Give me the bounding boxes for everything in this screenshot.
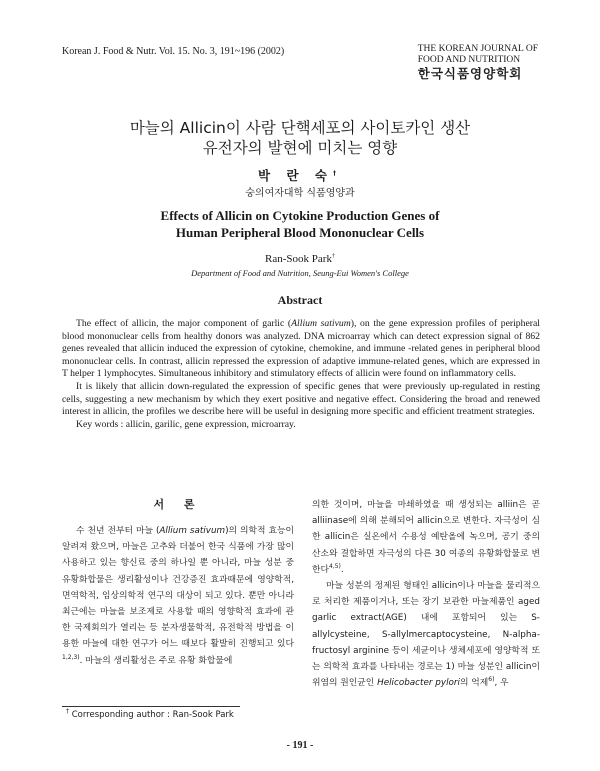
abstract-body [62, 318, 540, 431]
citation: Korean J. Food & Nutr. Vol. 15. No. 3, 191~196 (2002) [62, 46, 285, 57]
author-dagger: † [332, 169, 342, 177]
page-number: - 191 - [286, 740, 314, 751]
intro-text: . 마늘의 생리활성은 주로 유황 화합물에 [79, 655, 233, 666]
english-title-line1: Effects of Allicin on Cytokine Production Genes of [160, 208, 440, 223]
section-heading: 서 론 [153, 498, 203, 511]
journal-masthead [418, 44, 538, 79]
right-column [312, 497, 540, 691]
korean-title-line1: 마늘의 Allicin이 사람 단핵세포의 사이토카인 생산 [129, 119, 471, 137]
intro-text: 마늘 성분의 정제된 형태인 allicin이나 마늘을 물리적으로 처리한 제품이거나, 또는 장기 보관한 마늘제품인 aged garlic extract(AGE) 내에 포함되어 있는 S-allylcysteine, S-allylmercaptocysteine, N-alpha-fructosyl arginine 등이 세균이나 생체세포에 영양학적 또는 의학적 효과를 나타내는 경로는 1) 마늘 성분인 allicin이 위염의 원인균인 [312, 581, 540, 689]
korean-author-name: 박 란 숙 [258, 168, 333, 183]
abstract-text: ), on the gene expression profiles of peripheral blood mononuclear cells from healthy donors was analyzed. DNA microarray which can detect expression signal of 862 genes revealed that allicin induced the expression of cytokine, chemokine, and immune -related genes in peripheral blood mononuclear cells. In contrast, allicin repressed the expression of adaptive immune-related genes, which are expressed in T helper 1 lymphocytes. Simultaneous inhibitory and stimulatory effects of allicin were found on inflammatory cells. [62, 318, 540, 380]
intro-text: )의 의학적 효능이 알려져 왔으며, 마늘은 고추와 더불어 한국 식품에 가장 많이 사용하고 있는 향신료 중의 하나일 뿐 아니라, 마늘 성분 중 유황화합물은 생리활성이나 건강증진 효과때문에 영양학적, 면역학적, 임상의학적 연구의 대상이 되고 있다. 뿐만 아니라 최근에는 마늘을 보조제로 사용할 때의 영향학적 효과에 관한 국제회의가 열리는 등 분자생물학적, 유전학적 방법을 이용한 마늘에 대한 연구가 어느 때보다 활발히 진행되고 있다 [62, 526, 294, 650]
english-author-name: Ran-Sook Park [265, 253, 332, 265]
author-dagger-en: † [331, 253, 335, 260]
journal-name-line2: FOOD AND NUTRITION [417, 55, 521, 65]
abstract-paragraph-2: It is likely that allicin down-regulated the expression of specific genes that were previously up-regulated in resting cells, suggesting a new mechanism by which they exert positive and negative effect. Considering the broad and renewed interest in allicin, the profiles we describe here will be useful in designing more specific and efficient treatment strategies. [62, 380, 540, 418]
species-name: Allium sativum [291, 318, 351, 329]
intro-text: 수 천년 전부터 마늘 ( [76, 526, 160, 536]
korean-title [0, 118, 600, 158]
abstract-paragraph-1 [62, 318, 540, 381]
intro-paragraph-continued: 의한 것이며, 마늘을 마쇄하였을 때 생성되는 alliin은 곧 alliinase에 의해 분해되어 allicin으로 변한다. 자극성이 심한 allicin은 실온에서 수용성 예탄올에 녹으며, 공기 중의 산소와 결합하면 자극성의 다른 30 여종의 유황화합물로 변한다$^{4,5)}$. [312, 500, 540, 575]
korean-affiliation: 숭의여자대학 식품영양과 [245, 188, 355, 199]
citation-ref: 4,5) [329, 562, 341, 570]
journal-name-korean: 한국식품영양학회 [417, 66, 523, 81]
footnote-dagger: † [66, 708, 69, 716]
korean-author [0, 166, 600, 184]
abstract-heading: Abstract [277, 293, 323, 307]
korean-title-line2: 유전자의 발현에 미치는 영향 [202, 139, 398, 157]
intro-text: 의 억제 [459, 678, 489, 689]
intro-text: 의한 것이며, 마늘을 마쇄하였을 때 생성되는 alliin은 곧 alliinase에 의해 분해되어 allicin으로 변한다. 자극성이 심한 allicin은 실온에서 수용성 예탄올에 녹으며, 공기 중의 산소와 결합하면 자극성의 다른 30 여종의 유황화합물로 변한다 [312, 500, 540, 575]
journal-name-line1: THE KOREAN JOURNAL OF [417, 44, 538, 54]
footnote-text: Corresponding author : Ran-Sook Park [71, 710, 234, 720]
english-title-line2: Human Peripheral Blood Mononuclear Cells [175, 225, 425, 240]
english-title [0, 207, 600, 241]
citation-ref: 6) [488, 676, 495, 684]
abstract-text: The effect of allicin, the major component of garlic ( [76, 318, 292, 329]
left-column [62, 497, 294, 669]
intro-paragraph-1 [62, 523, 294, 669]
intro-text: , 우 [494, 678, 509, 689]
keywords: Key words : allicin, garilic, gene expression, microarray. [76, 418, 296, 430]
english-author [0, 253, 600, 265]
species-name: Helicobacter pylori [377, 678, 460, 689]
footnote-divider [62, 706, 240, 707]
english-affiliation: Department of Food and Nutrition, Seung-Eui Women's College [191, 268, 409, 278]
footnote [66, 710, 234, 720]
intro-paragraph-2 [312, 578, 540, 691]
citation-ref: 1,2,3) [62, 653, 80, 661]
species-name: Allium sativum [159, 526, 226, 536]
